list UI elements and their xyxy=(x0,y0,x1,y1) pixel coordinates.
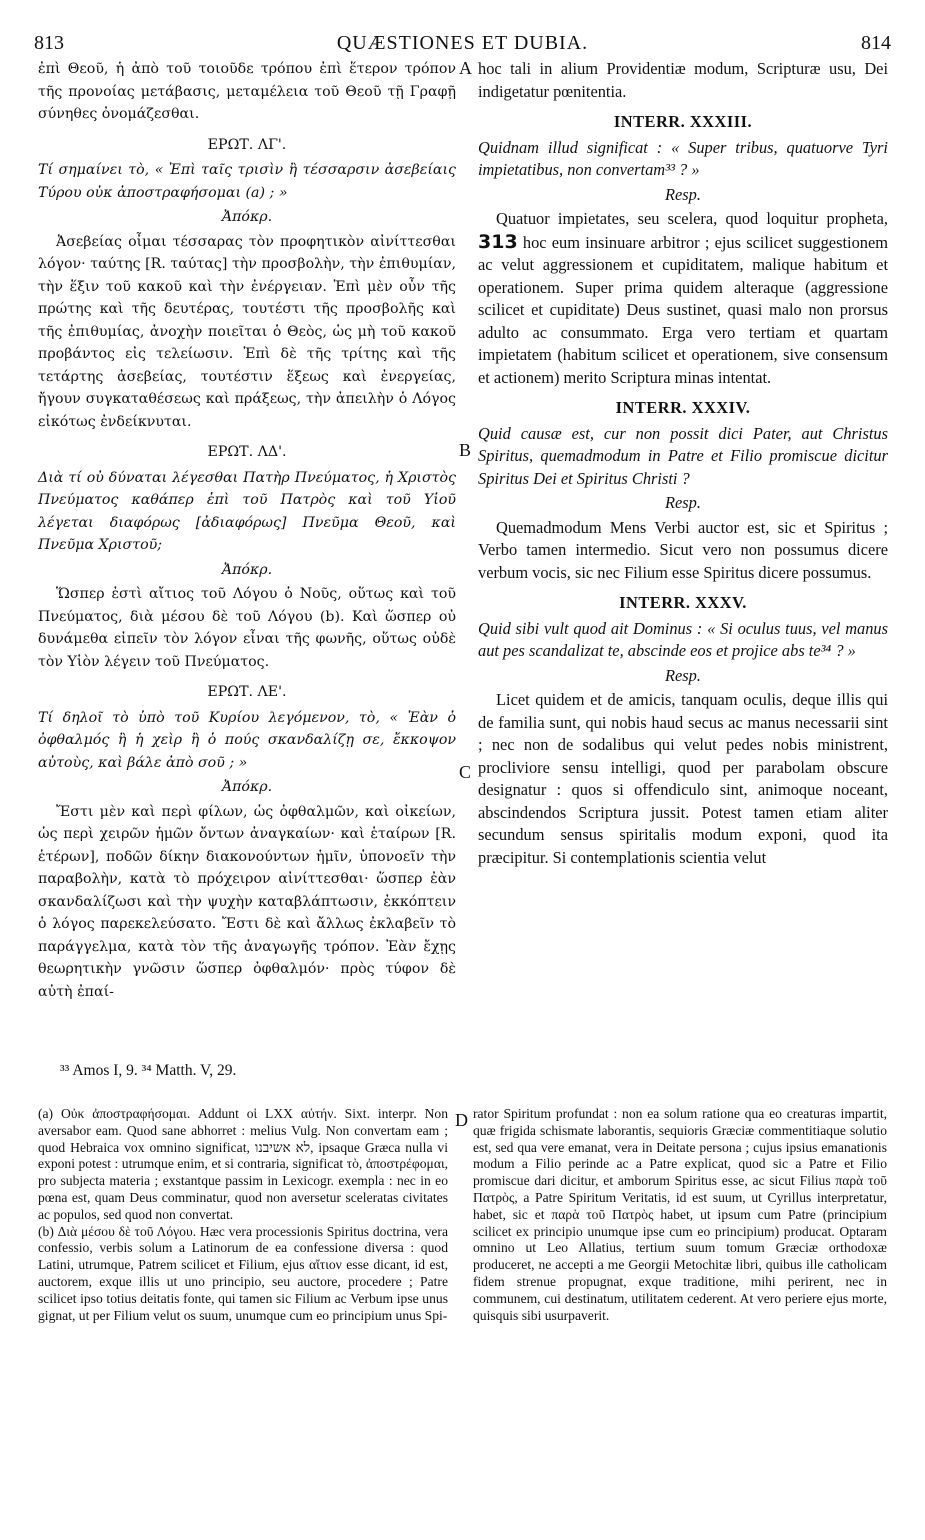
footnotes-right xyxy=(473,1106,887,1324)
margin-letter-c: C xyxy=(459,762,472,782)
latin-question-34: Quid causæ est, cur non possit dici Pater, aut Christus Spiritus, quemadmodum in Patre et Filio promiscue dicitur Spiritus Dei et Spiritus Christi ? xyxy=(478,423,888,488)
footnote-b: (b) Διὰ μέσου δὲ τοῦ Λόγου. Hæc vera processionis Spiritus doctrina, vera confessio, verbis solum a Latinorum de ea confessione diversa : quod Latini, utrumque, Patrem scilicet et Filium, ejus αἴτιον esse dicant, id est, auctorem, exque illis ut uno principio, seu auctore, procedere ; Patre scilicet ipso totius deitatis fonte, qui tamen sic Filium ac Verbum ipse unus gignat, ut per Filium velut os suum, unumque cum eo principium unus Spi- xyxy=(38,1223,448,1323)
margin-letter-d: D xyxy=(455,1110,468,1130)
footnotes-left xyxy=(38,1106,448,1324)
greek-question-34: Διὰ τί οὐ δύναται λέγεσθαι Πατὴρ Πνεύματος, ἡ Χριστὸς Πνεύματος καθάπερ ἐπὶ τοῦ Πατρὸς καὶ τοῦ Υἱοῦ λέγεται διαφόρως [ἀδιαφόρως] Πνεῦμα Θεοῦ, καὶ Πνεῦμα Χριστοῦ; xyxy=(38,469,456,553)
footnote-continuation: rator Spiritum profundat : non ea solum ratione qua eo creaturas impartit, quæ frigida schismate laborantis, sequioris Græciæ commentitiaque solutio est, sed qua vere emanat, vera in Deitate persona ; cujus ipsius emanationis modum a Filio perinde ac a Patre explicat, quod sic a Patre et Filio promiscue dari dicitur, et amborum Spiritus esse, ac sicut Filius παρὰ τοῦ Πατρὸς, a Patre Spiritum Veritatis, id est suum, ut Cyrillus interpretatur, habet, sic et παρὰ τοῦ Πατρὸς habet, ut ipsum cum Patre (principium scilicet ex principio unumque ipse cum eo principium) producat. Optaram omnino ut Leo Allatius, tertium suum tomum Græciæ orthodoxæ produceret, ne accepti a me Georgii Metochitæ libri, quibus ille catholicam fidem strenue propugnat, exque traditione, mihi perirent, nec in communem, cui destinatum, utilitatem cederent. At vero periere ejus morte, quisquis sibi usurpaverit. xyxy=(473,1106,887,1323)
running-head xyxy=(34,32,891,58)
page-number-right: 814 xyxy=(861,32,891,54)
latin-question-35: Quid sibi vult quod ait Dominus : « Si oculus tuus, vel manus aut pes scandalizat te, abscinde eos et projice abs te³⁴ ? » xyxy=(478,618,888,660)
latin-response-label: Resp. xyxy=(665,184,701,204)
latin-answer-33 xyxy=(478,208,888,389)
latin-answer-35: Licet quidem et de amicis, tanquam oculis, deque illis qui de familia sunt, qui nobis haud secus ac manus necessarii sint ; nec non de sodalibus qui velut pedes nobis ministrent, procliviore sensu intelligi, quod per parabolam obscure designatur : quos si offendiculo sint, animoque noceant, abscindendos Scriptura jussit. Potest tamen etiam aliter secundum sensus spiritalis modum exponi, quod ita præcipitur. Si contemplationis scientia velut xyxy=(478,690,888,867)
latin-answer-33-part-b: hoc eum insinuare arbitror ; ejus scilicet suggestionem ac velut aggressionem et cupiditatem, malique habitum et operationem. Super prima quidem alteraque (aggressione scilicet et cupiditate) Deus sustinet, quasi malo non prorsus adulto ac consummato. Erga vero tertiam et quartam impietatem (habitum scilicet et operationem, sive consensum et actionem) merito Scriptura minas intentat. xyxy=(478,232,888,387)
greek-question-33: Τί σημαίνει τὸ, « Ἐπὶ ταῖς τρισὶν ἢ τέσσαρσιν ἀσεβείαις Τύρου οὐκ ἀποστραφήσομαι (a) ; » xyxy=(38,162,456,201)
greek-column xyxy=(38,58,456,1003)
latin-response-label: Resp. xyxy=(665,493,701,512)
latin-answer-34: Quemadmodum Mens Verbi auctor est, sic et Spiritus ; Verbo tamen intermedio. Sicut vero non possumus dicere verbum vocis, sic nec Filium esse Spiritus dicere possumus. xyxy=(478,517,888,582)
margin-letter-a: A xyxy=(459,58,472,78)
greek-answer-33: Ἀσεβείας οἶμαι τέσσαρας τὸν προφητικὸν αἰνίττεσθαι λόγον· ταύτης [R. ταύτας] τὴν προσβολὴν, τὴν ἐπιθυμίαν, τὴν ἕξιν τοῦ κακοῦ καὶ τὴν ἐνέργειαν. Ἐπὶ μὲν οὖν τῆς πρώτης καὶ τῆς δευτέρας, τουτέστι τῆς προσβολῆς καὶ τῆς ἐπιθυμίας, ἀνοχὴν ποιεῖται ὁ Θεὸς, ὡς μὴ τοῦ κακοῦ προβάντος εἰς τελείωσιν. Ἐπὶ δὲ τῆς τρίτης καὶ τῆς τετάρτης ἀσεβείας, τουτέστιν ἕξεως καὶ ἐνεργείας, ἤγουν συγκαταθέσεως καὶ πράξεως, τὴν ἀπειλὴν ὁ Λόγος εἰκότως ἐνδείκνυται. xyxy=(38,233,456,430)
greek-intro: ἐπὶ Θεοῦ, ἡ ἀπὸ τοῦ τοιοῦδε τρόπου ἐπὶ ἕτερον τρόπον τῆς προνοίας μετάβασις, μεταμέλεια τοῦ Θεοῦ τῇ Γραφῇ σύνηθες ὀνομάζεσθαι. xyxy=(38,61,456,122)
greek-answer-35: Ἔστι μὲν καὶ περὶ φίλων, ὡς ὀφθαλμῶν, καὶ οἰκείων, ὡς περὶ χειρῶν ἡμῶν ὄντων ἀναγκαίων· καὶ ἑταίρων [R. ἑτέρων], ποδῶν δίκην διακονούντων ἡμῖν, ὑπονοεῖν τὴν παραβολὴν, κατὰ τὸ πρόχειρον αἰνίττεσθαι· ὥσπερ ἐὰν σκανδαλίζωσι καὶ τὴν ψυχὴν καταβλάπτωσιν, ἐκκόπτειν ὁ λόγος παρεκελεύσατο. Ἔστι δὲ καὶ ἄλλως ἐκλαβεῖν τὸ παράγγελμα, κατὰ τὸν τῆς ἀναγωγῆς τρόπον. Ἐὰν ἔχῃς θεωρητικὴν γνῶσιν ὥσπερ ὀφθαλμόν· πρὸς τύφον δὲ αὐτὴ ἐπαί- xyxy=(38,803,456,1000)
greek-question-35: Τί δηλοῖ τὸ ὑπὸ τοῦ Κυρίου λεγόμενον, τὸ, « Ἐὰν ὁ ὀφθαλμός ἢ ἡ χεὶρ ἢ ὁ πούς σκανδαλίζῃ σε, ἔκκοψον αὐτοὺς, καὶ βάλε ἀπὸ σοῦ ; » xyxy=(38,709,456,771)
margin-letter-b: B xyxy=(459,440,472,460)
scripture-references: ³³ Amos I, 9. ³⁴ Matth. V, 29. xyxy=(60,1062,237,1079)
latin-response-label: Resp. xyxy=(665,665,701,685)
greek-response-label: Ἀπόκρ. xyxy=(221,561,273,578)
greek-answer-34: Ὥσπερ ἐστὶ αἴτιος τοῦ Λόγου ὁ Νοῦς, οὕτως καὶ τοῦ Πνεύματος, διὰ μέσου δὲ τοῦ Λόγου (b). Καὶ ὥσπερ οὐ δυνάμεθα εἰπεῖν τὸν λόγον εἶναι τῆς φωνῆς, οὕτως οὐδὲ τὸν Υἱὸν λέγειν τοῦ Πνεύματος. xyxy=(38,586,456,670)
greek-response-label: Ἀπόκρ. xyxy=(221,779,273,795)
greek-response-label: Ἀπόκρ. xyxy=(221,209,273,225)
greek-question-33-heading: ΕΡΩΤ. ΛΓ'. xyxy=(207,136,287,153)
footnote-a: (a) Οὐκ ἀποστραφήσομαι. Addunt οἱ LXX αὐτήν. Sixt. interpr. Non aversabor eam. Quod sane abhorret : melius Vulg. Non convertam eam ; quod Hebraica vox omnino significat, לא אשיבנו, ipsaque Græca nulla vi exponi potest : utrumque enim, et si contraria, significat τὸ, ἀποστρέφομαι, pro subjecta materia ; exstantque passim in Lexicogr. exempla : nec in eo pœna est, quam Deus comminatur, quod non aversetur sceleratas civitates ac populos, sed quod non convertat. xyxy=(38,1106,448,1222)
latin-answer-33-part-a: Quatuor impietates, seu scelera, quod loquitur propheta, xyxy=(496,209,888,228)
latin-question-34-heading: INTERR. XXXIV. xyxy=(615,398,751,417)
latin-column xyxy=(478,58,888,869)
latin-question-35-heading: INTERR. XXXV. xyxy=(619,593,747,612)
greek-question-35-heading: ΕΡΩΤ. ΛΕ'. xyxy=(207,684,287,700)
greek-question-34-heading: ΕΡΩΤ. ΛΔ'. xyxy=(207,444,287,460)
latin-question-33: Quidnam illud significat : « Super tribus, quatuorve Tyri impietatibus, non convertam³³ ? » xyxy=(478,137,888,179)
latin-intro: hoc tali in alium Providentiæ modum, Scripturæ usu, Dei indigetatur pœnitentia. xyxy=(478,59,888,101)
column-number: 313 xyxy=(478,230,518,253)
page-number-left: 813 xyxy=(34,32,64,54)
page-title: QUÆSTIONES ET DUBIA. xyxy=(336,32,589,54)
latin-question-33-heading: INTERR. XXXIII. xyxy=(613,112,753,131)
